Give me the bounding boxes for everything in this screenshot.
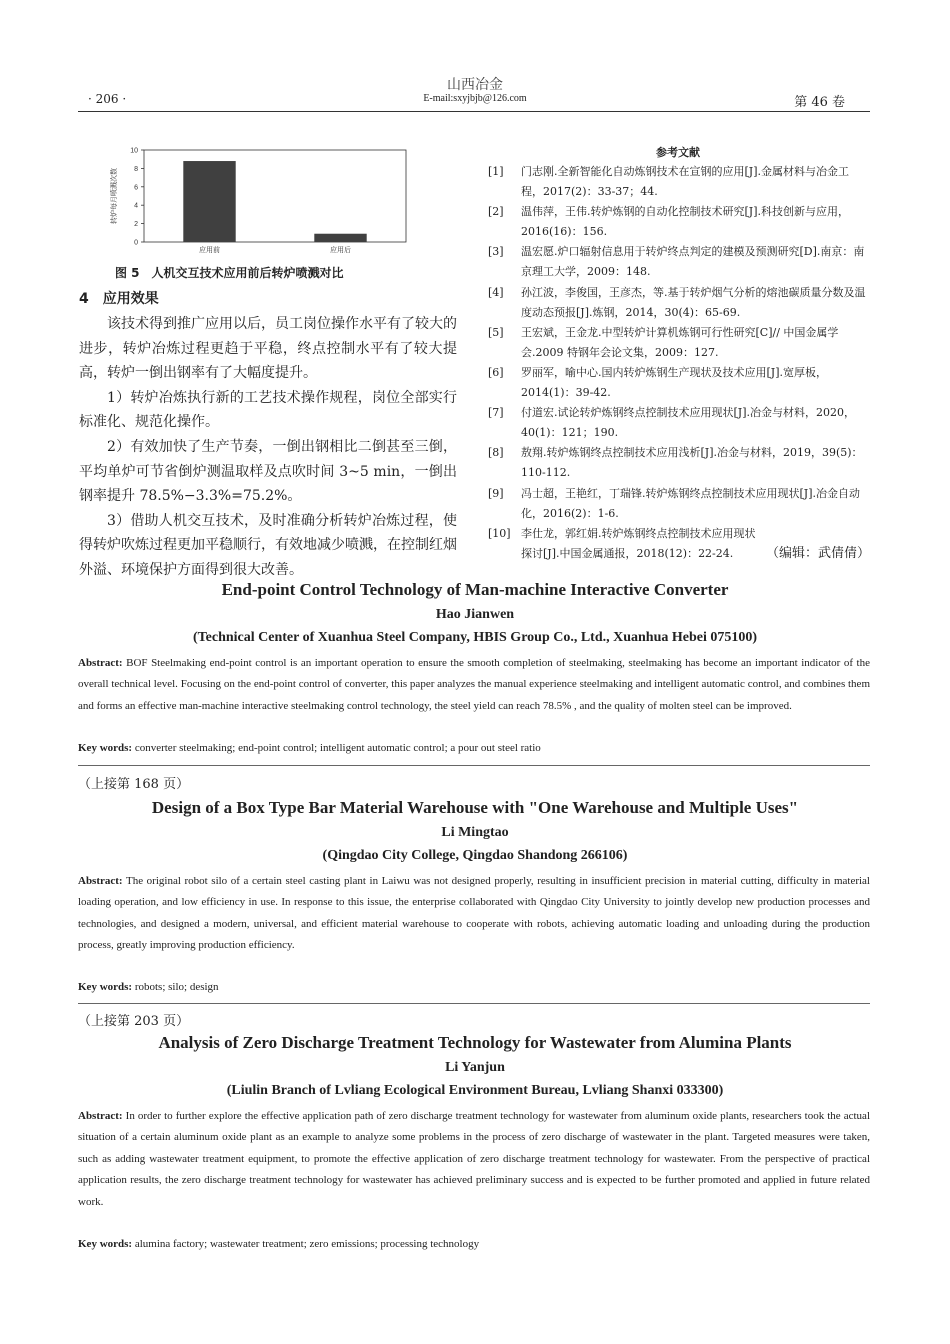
editor-note: （编辑：武倩倩） [765, 545, 870, 561]
english-affiliation: (Technical Center of Xuanhua Steel Company, HBIS Group Co., Ltd., Xuanhua Hebei 075100) [192, 630, 758, 645]
english-affiliation: (Qingdao City College, Qingdao Shandong 266106) [322, 848, 628, 863]
english-keywords [78, 742, 870, 754]
reference-item [488, 242, 870, 282]
reference-number: [5] [488, 325, 504, 339]
reference-item [488, 363, 870, 403]
english-author: Li Mingtao [441, 825, 509, 840]
reference-item [488, 484, 870, 524]
y-tick-label: 8 [134, 165, 138, 173]
reference-number: [10] [488, 526, 511, 540]
bar [314, 234, 366, 242]
x-tick-label: 应用前 [199, 246, 220, 254]
english-abstract [78, 1106, 870, 1213]
header-rule [78, 111, 870, 112]
reference-text: 门志刚.全新智能化自动炼钢技术在宣钢的应用[J].金属材料与冶金工程，2017(2)：33-37；44. [521, 165, 849, 199]
continued-note: （上接第 203 页） [78, 1014, 190, 1029]
abstract-label: Abstract: [78, 1110, 123, 1122]
english-title: Analysis of Zero Discharge Treatment Technology for Wastewater from Alumina Plants [158, 1033, 792, 1052]
abstract-label: Abstract: [78, 657, 123, 669]
y-tick-label: 4 [134, 202, 138, 210]
reference-text: 温宏愿.炉口辐射信息用于转炉终点判定的建模及预测研究[D].南京：南京理工大学，2009：148. [521, 245, 865, 279]
english-author: Hao Jianwen [435, 607, 515, 622]
section-body [79, 312, 457, 583]
bar [183, 161, 235, 242]
abstract-label: Abstract: [78, 875, 123, 887]
keywords-label: Key words: [78, 742, 133, 754]
reference-item [488, 202, 870, 242]
reference-text: 孙江波，李俊国，王彦杰，等.基于转炉烟气分析的熔池碳质量分数及温度动态预报[J].炼钢，2014，30(4)：65-69. [521, 285, 866, 319]
section-title: 4 应用效果 [79, 291, 159, 307]
reference-item [488, 283, 870, 323]
reference-item [488, 443, 870, 483]
english-abstract [78, 653, 870, 717]
paragraph: 3）借助人机交互技术，及时准确分析转炉冶炼过程，使得转炉吹炼过程更加平稳顺行，有效地减少喷溅，在控制红烟外溢、环境保护方面得到很大改善。 [79, 512, 457, 578]
reference-text: 温伟萍，王伟.转炉炼钢的自动化控制技术研究[J].科技创新与应用，2016(16)：156. [521, 205, 849, 239]
keywords-text: robots; silo; design [134, 981, 219, 993]
paragraph: 2）有效加快了生产节奏，一倒出钢相比二倒甚至三倒，平均单炉可节省倒炉测温取样及点吹时间 3~5 min，一倒出钢率提升 78.5%−3.3%=75.2%。 [79, 438, 457, 505]
journal-email: E-mail:sxyjbjb@126.com [423, 93, 527, 104]
reference-text: 李仕龙，郭红娟.转炉炼钢终点控制技术应用现状探讨[J].中国金属通报，2018(12)：22-24. [521, 526, 756, 560]
divider-rule [78, 1003, 870, 1004]
paragraph: 1）转炉冶炼执行新的工艺技术操作规程，岗位全部实行标准化、规范化操作。 [79, 389, 457, 431]
y-axis-label: 转炉每月喷溅次数 [110, 168, 118, 224]
y-tick-label: 6 [134, 184, 138, 192]
references-list [488, 162, 870, 564]
abstract-text: The original robot silo of a certain steel casting plant in Laiwu was not designed properly, resulting in insufficient precision in material cutting, difficulty in material loading operation, and low efficiency in use. In response to this issue, the enterprise collaborated with Qingdao City University to jointly develop new production processes and technologies, and designed a modern, universal, and efficient material warehouse to cooperate with robots, achieving automatic loading and unloading during the production process, greatly improving production efficiency. [78, 875, 870, 952]
reference-number: [3] [488, 245, 504, 259]
volume-number: 第 46 卷 [794, 95, 845, 110]
paragraph: 该技术得到推广应用以后，员工岗位操作水平有了较大的进步，转炉冶炼过程更趋于平稳，终点控制水平有了较大提高，转炉一倒出钢率有了大幅度提升。 [79, 316, 457, 382]
reference-number: [1] [488, 165, 504, 178]
reference-text: 敖翔.转炉炼钢终点控制技术应用浅析[J].冶金与材料，2019，39(5)：110-112. [521, 446, 863, 480]
splash-comparison-chart [100, 140, 420, 262]
reference-item [488, 403, 870, 443]
journal-name: 山西冶金 [447, 77, 503, 93]
reference-number: [7] [488, 406, 504, 420]
keywords-text: converter steelmaking; end-point control; intelligent automatic control; a pour out steel ratio [134, 742, 541, 754]
reference-number: [2] [488, 205, 504, 219]
reference-item [488, 323, 870, 363]
references-title: 参考文献 [656, 146, 700, 159]
reference-number: [4] [488, 285, 504, 299]
figure-caption: 图 5 人机交互技术应用前后转炉喷溅对比 [115, 266, 344, 280]
reference-number: [6] [488, 365, 504, 379]
y-tick-label: 2 [134, 221, 138, 229]
abstract-text: BOF Steelmaking end-point control is an important operation to ensure the smooth completion of steelmaking, steelmaking has become an important indicator of the overall technical level. Focusing on the end-point control of converter, this paper analyzes the manual experience steelmaking and intelligent automatic control, and combines them and forms an effective man-machine interactive steelmaking control technology, the steel yield can reach 78.5% , and the quality of molten steel can be improved. [78, 657, 870, 712]
reference-number: [9] [488, 486, 504, 500]
y-tick-label: 10 [130, 147, 138, 155]
reference-number: [8] [488, 446, 504, 460]
reference-item [488, 524, 870, 564]
y-tick-label: 0 [134, 239, 138, 247]
english-affiliation: (Liulin Branch of Lvliang Ecological Environment Bureau, Lvliang Shanxi 033300) [226, 1083, 724, 1098]
x-tick-label: 应用后 [330, 246, 351, 254]
keywords-label: Key words: [78, 1238, 133, 1250]
reference-text: 冯士超，王艳红，丁瑞锋.转炉炼钢终点控制技术应用现状[J].冶金自动化，2016(2)：1-6. [521, 486, 860, 520]
reference-item [488, 162, 870, 202]
keywords-text: alumina factory; wastewater treatment; zero emissions; processing technology [134, 1238, 480, 1250]
abstract-text: In order to further explore the effective application path of zero discharge treatment technology for wastewater from aluminum oxide plants, researchers took the actual situation of a certain aluminum oxide plant as an example to analyze some problems in the process of zero discharge of wastewater in the plant. Targeted measures were taken, such as adding wastewater treatment equipment, to promote the effective application of zero discharge treatment technology for wastewater. From the perspective of practical application results, the zero discharge treatment technology for wastewater has achieved preliminary success and is expected to be further promoted and applied in future related work. [78, 1110, 870, 1208]
reference-text: 王宏斌，王金龙.中型转炉计算机炼钢可行性研究[C]// 中国金属学会.2009 特钢年会论文集，2009：127. [521, 325, 839, 359]
english-title: End-point Control Technology of Man-machine Interactive Converter [221, 580, 729, 599]
divider-rule [78, 765, 870, 766]
english-abstract [78, 871, 870, 957]
continued-note: （上接第 168 页） [78, 777, 190, 792]
reference-text: 罗丽军，喻中心.国内转炉炼钢生产现状及技术应用[J].宽厚板，2014(1)：39-42. [521, 365, 827, 400]
english-author: Li Yanjun [445, 1060, 505, 1075]
page-number: · 206 · [88, 92, 127, 106]
english-keywords [78, 1238, 870, 1250]
keywords-label: Key words: [78, 981, 133, 993]
english-title: Design of a Box Type Bar Material Warehouse with "One Warehouse and Multiple Uses" [151, 798, 799, 817]
english-keywords [78, 981, 870, 993]
reference-text: 付道宏.试论转炉炼钢终点控制技术应用现状[J].冶金与材料，2020，40(1)：121；190. [521, 406, 855, 440]
